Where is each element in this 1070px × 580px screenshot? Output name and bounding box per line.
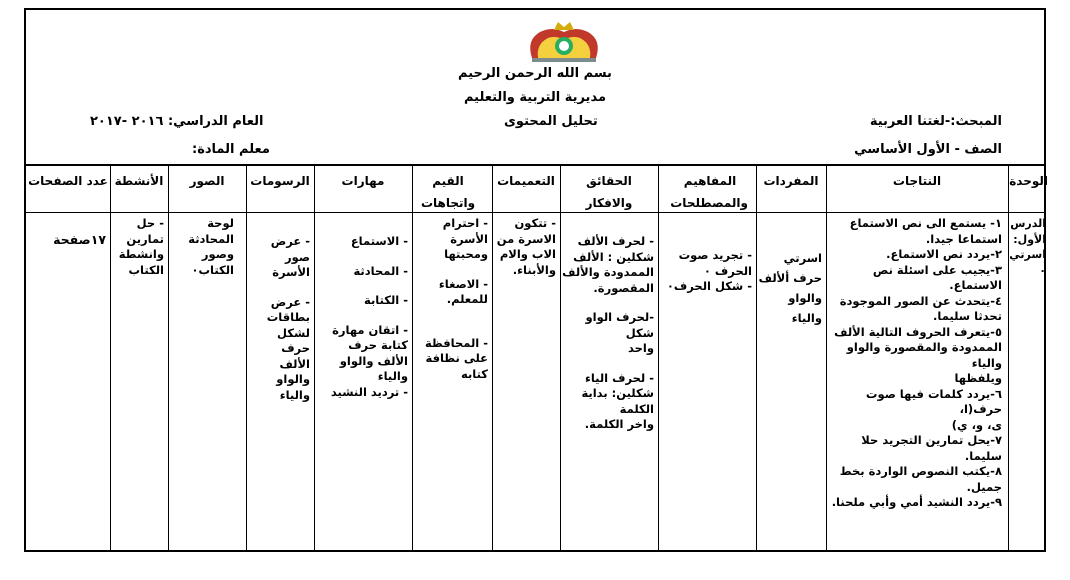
col-header-concepts: المفاهيم والمصطلحات [670,174,748,210]
royal-crown-emblem-icon [522,18,606,64]
col-header-activities: الأنشطة [114,174,164,188]
cell-activities: - حل تمارين وانشطة الكتاب [118,216,164,277]
subject-label: المبحث:-لغتنا العربية [869,114,1002,129]
col-header-generalizations: التعميمات [497,174,555,188]
school-year-label: العام الدراسي: ٢٠١٦ -٢٠١٧ [90,114,264,129]
analysis-title: تحليل المحتوى [504,114,598,129]
directorate: مديرية التربية والتعليم [463,90,607,105]
cell-vocabulary: اسرتي حرف ألألف والواو والياء [758,251,822,325]
col-header-skills: مهارات [341,174,385,188]
cell-concepts: - تجريد صوت الحرف ٠ - شكل الحرف٠ [666,248,752,293]
col-header-pictures: الصور [189,174,225,188]
col-header-vocabulary: المفردات [763,174,819,188]
cell-pages: ١٧صفحة [53,232,106,247]
cell-unit: الدرس الأول: اسرتي ٠ [1009,217,1046,277]
cell-pictures: لوحة المحادثة وصور الكتاب٠ [188,216,234,277]
content-analysis-table [24,166,1046,552]
grade-label: الصف - الأول الأساسي [854,142,1002,157]
cell-skills: - الاستماع - المحادثة - الكتابة - اتقان مهارة كتابة حرف الألف والواو والياء - ترديد النشيد [330,234,408,399]
basmala: بسم الله الرحمن الرحيم [458,66,612,81]
col-header-unit: الوحدة [1009,174,1048,188]
cell-values: - احترام الأسرة ومحبتها - الاصغاء للمعلم. - المحافظة على نظافة كتابه [424,216,488,381]
col-header-outcomes: النتاجات [892,174,942,188]
header-row-divider [26,212,1044,213]
cell-outcomes: ١- يستمع الى نص الاستماع استماعا جيدا. ٢-يردد نص الاستماع. ٣-يجيب على اسئلة نص الاستماع. ٤-يتحدث عن الصور الموجودة تحدثا سليما. ٥-يتعرف الحروف التالية الألف الممدودة والمقصورة والواو والياء ويلفظها ٦-يردد كلمات فيها صوت حرف(ا، ى، و، ي) ٧-يحل تمارين التجريد حلا سليما. ٨-يكتب النصوص الواردة بخط جميل. ٩-يردد النشيد أمي وأبي ملحنا. [831,216,1002,509]
col-header-pages: عدد الصفحات [28,174,108,188]
col-header-values: القيم واتجاهات [420,174,476,210]
header-box [24,8,1046,166]
cell-drawings: - عرض صور الأسرة - عرض بطاقات لشكل حرف الألف والواو والياء [266,234,310,402]
col-header-drawings: الرسومات [250,174,310,188]
cell-facts: - لحرف الألف شكلين : الألف الممدودة والألف المقصورة. -لحرف الواو شكل واحد - لحرف الياء شكلين: بداية الكلمة واخر الكلمة. [562,234,654,431]
col-header-facts: الحقائق والافكار [585,174,633,210]
cell-generalizations: - تتكون الاسرة من الاب والام والأبناء. [496,216,556,277]
teacher-label: معلم المادة: [192,142,270,157]
